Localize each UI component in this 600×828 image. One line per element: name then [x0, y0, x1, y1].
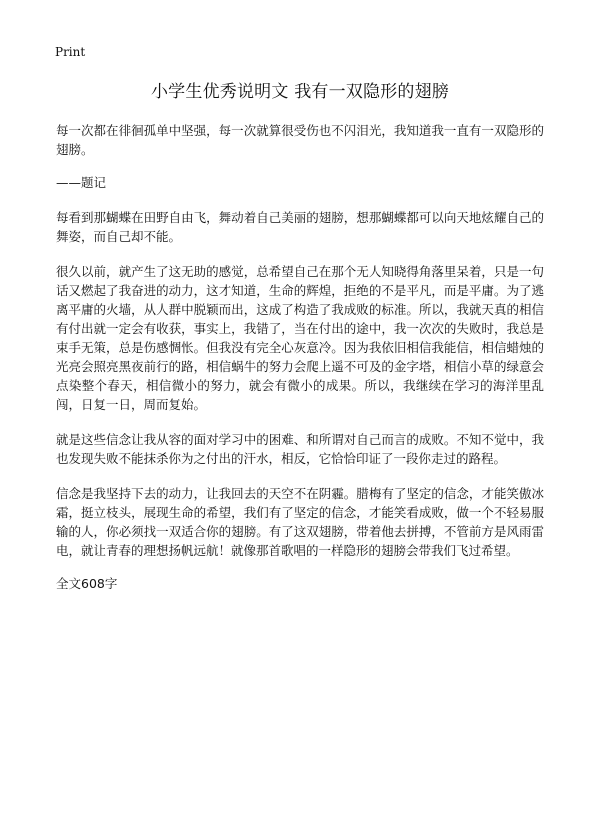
article-paragraph-4: 信念是我坚持下去的动力，让我回去的天空不在阴霾。腊梅有了坚定的信念，才能笑傲冰霜，挺立枝头，展现生命的希望，我们有了坚定的信念，才能笑看成败，做一个不轻易服输的人，你必须找一双适合你的翅膀。有了这双翅膀，带着他去拼搏，不管前方是风雨雷电，就让青春的理想扬帆远航！就像那首歌唱的一样隐形的翅膀会带我们飞过希望。 — [56, 486, 544, 558]
article-title: 小学生优秀说明文 我有一双隐形的翅膀 — [150, 82, 449, 102]
print-link[interactable]: Print — [55, 45, 86, 59]
article-paragraph-3: 就是这些信念让我从容的面对学习中的困难、和所谓对自己而言的成败。不知不觉中，我也发现失败不能抹杀你为之付出的汗水，相反，它恰恰印证了一段你走过的路程。 — [56, 432, 544, 466]
article-paragraph-1: 每看到那蝴蝶在田野自由飞，舞动着自己美丽的翅膀，想那蝴蝶都可以向天地炫耀自己的舞姿，而自己却不能。 — [56, 210, 544, 244]
article-intro: 每一次都在徘徊孤单中坚强，每一次就算很受伤也不闪泪光，我知道我一直有一双隐形的翅膀。 — [56, 123, 544, 157]
article-paragraph-2: 很久以前，就产生了这无助的感觉，总希望自己在那个无人知晓得角落里呆着，只是一句话又燃起了我奋进的动力，这才知道，生命的辉煌，拒绝的不是平凡，而是平庸。为了逃离平庸的火墙，从人群中脱颖而出，这成了构造了我成败的标准。所以，我就天真的相信有付出就一定会有收获，事实上，我错了，当在付出的途中，我一次次的失败时，我总是束手无策，总是伤感惆怅。但我没有完全心灰意冷。因为我依旧相信我能信，相信蜡烛的光亮会照亮黑夜前行的路，相信蜗牛的努力会爬上遥不可及的金字塔，相信小草的绿意会点染整个春天，相信微小的努力，就会有微小的成果。所以，我继续在学习的海洋里乱闯，日复一日，周而复始。 — [56, 264, 544, 412]
word-count: 全文608字 — [56, 576, 118, 591]
article-signature: ——题记 — [56, 175, 107, 190]
